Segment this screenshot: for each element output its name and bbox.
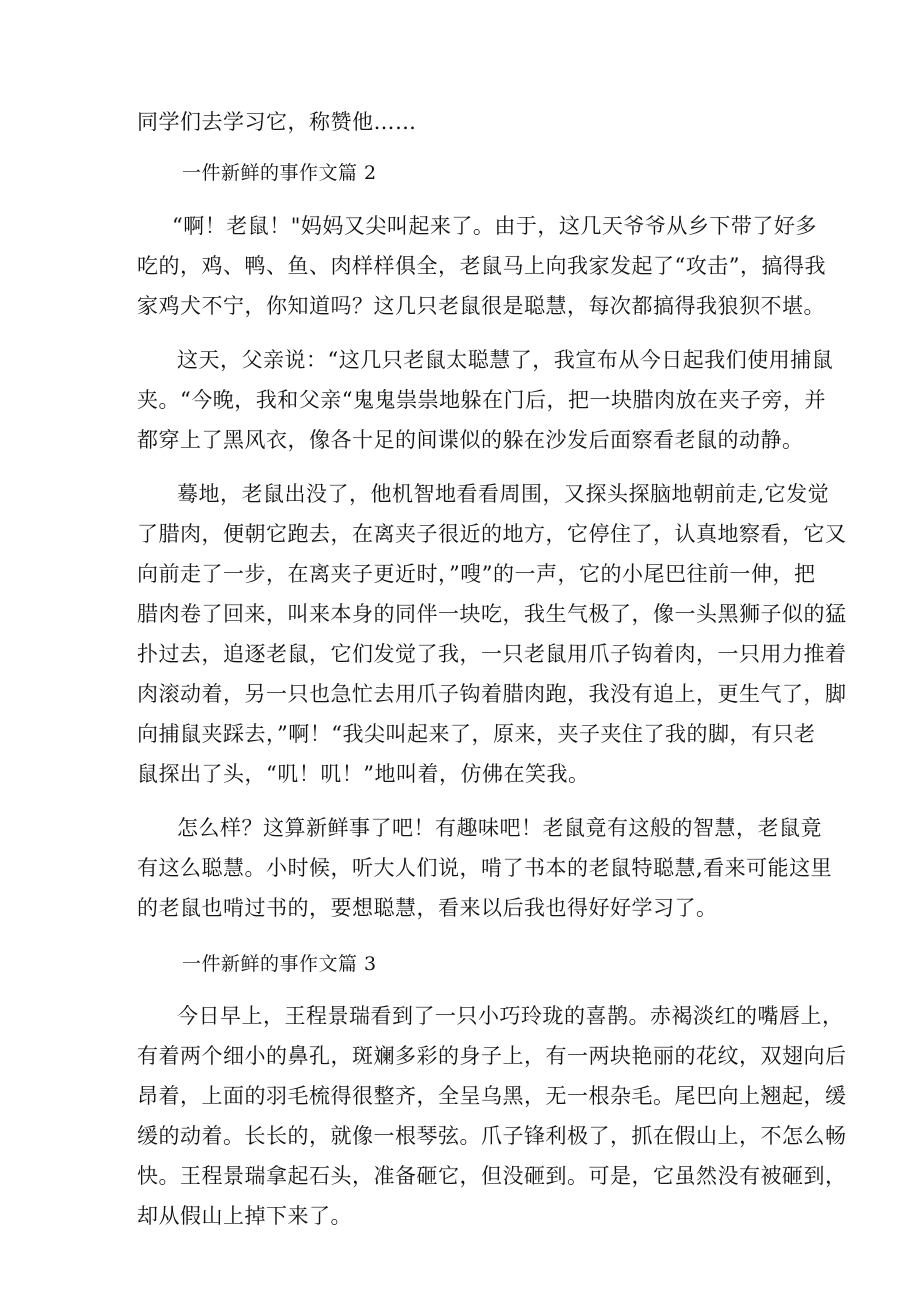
paragraph-line: 了腊肉，便朝它跑去，在离夹子很近的地方，它停住了，认真地察看，它又: [137, 522, 847, 546]
paragraph-line: 向前走了一步，在离夹子更近时，”嗖”的一声，它的小尾巴往前一伸，把: [137, 562, 816, 586]
paragraph-line: 吃的，鸡、鸭、鱼、肉样样俱全，老鼠马上向我家发起了“攻击”，搞得我: [137, 254, 826, 278]
paragraph-line: 夹。“今晚，我和父亲“鬼鬼祟祟地躲在门后，把一块腊肉放在夹子旁，并: [137, 388, 826, 412]
paragraph-line: 腊肉卷了回来，叫来本身的同伴一块吃，我生气极了，像一头黑狮子似的猛: [137, 602, 847, 626]
paragraph-line: 向捕鼠夹踩去，”啊！“我尖叫起来了，原来，夹子夹住了我的脚，有只老: [137, 722, 816, 746]
paragraph-line: 的老鼠也啃过书的，要想聪慧，看来以后我也得好好学习了。: [137, 896, 718, 920]
paragraph-line: 都穿上了黑风衣，像各十足的间谍似的躲在沙发后面察看老鼠的动静。: [137, 428, 804, 452]
paragraph-line: 家鸡犬不宁，你知道吗？这几只老鼠很是聪慧，每次都搞得我狼狈不堪。: [137, 294, 825, 318]
paragraph-line: 怎么样？这算新鲜事了吧！有趣味吧！老鼠竟有这般的智慧，老鼠竟: [177, 816, 822, 840]
paragraph-line: 鼠探出了头，“叽！叽！”地叫着，仿佛在笑我。: [137, 762, 590, 786]
paragraph-line: 有着两个细小的鼻孔，斑斓多彩的身子上，有一两块艳丽的花纹，双翅向后: [137, 1044, 847, 1068]
paragraph-line: 有这么聪慧。小时候，听大人们说，啃了书本的老鼠特聪慧,看来可能这里: [137, 856, 833, 880]
paragraph-line: 同学们去学习它，称赞他……: [137, 110, 417, 134]
section-heading: 一件新鲜的事作文篇 3: [182, 953, 377, 975]
paragraph-line: “啊！老鼠！"妈妈又尖叫起来了。由于，这几天爷爷从乡下带了好多: [172, 214, 817, 238]
section-heading: 一件新鲜的事作文篇 2: [182, 162, 377, 184]
paragraph-line: 昂着，上面的羽毛梳得很整齐，全呈乌黑，无一根杂毛。尾巴向上翘起，缓: [137, 1084, 847, 1108]
paragraph-line: 扑过去，追逐老鼠，它们发觉了我，一只老鼠用爪子钩着肉，一只用力推着: [137, 642, 847, 666]
paragraph-line: 却从假山上掉下来了。: [137, 1204, 352, 1228]
paragraph-line: 今日早上，王程景瑞看到了一只小巧玲珑的喜鹊。赤褐淡红的嘴唇上，: [177, 1004, 844, 1028]
paragraph-line: 这天，父亲说：“这几只老鼠太聪慧了，我宣布从今日起我们使用捕鼠: [177, 348, 834, 372]
paragraph-line: 快。王程景瑞拿起石头，准备砸它，但没砸到。可是，它虽然没有被砸到，: [137, 1164, 847, 1188]
paragraph-line: 蓦地，老鼠出没了，他机智地看看周围，又探头探脑地朝前走,它发觉: [177, 482, 830, 506]
paragraph-line: 肉滚动着，另一只也急忙去用爪子钩着腊肉跑，我没有追上，更生气了，脚: [137, 682, 847, 706]
paragraph-line: 缓的动着。长长的，就像一根琴弦。爪子锋利极了，抓在假山上，不怎么畅: [137, 1124, 847, 1148]
